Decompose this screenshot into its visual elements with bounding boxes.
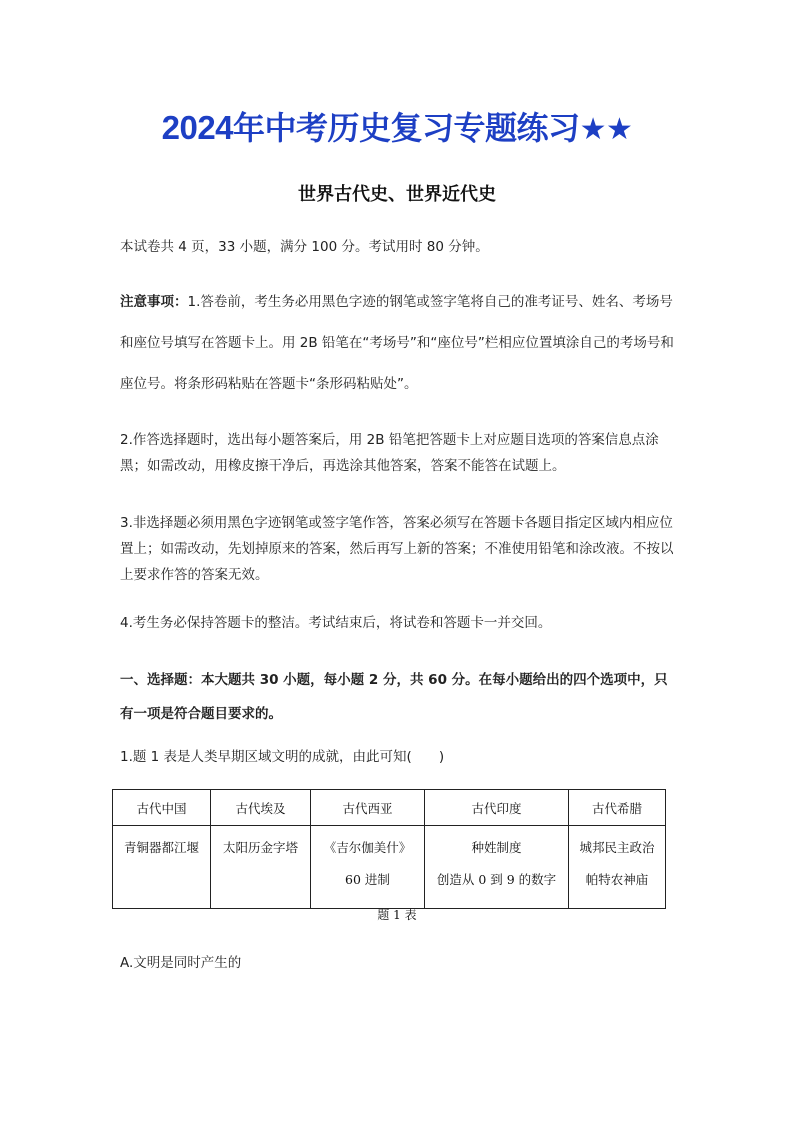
table-cell [569, 826, 666, 909]
cell-line: 《吉尔伽美什》 [323, 840, 412, 855]
table-header-cell: 古代中国 [113, 790, 211, 826]
cell-line: 太阳历金字塔 [222, 840, 298, 855]
table-cell [113, 826, 211, 909]
table-cell [211, 826, 311, 909]
notice-item-1-text: 1.答卷前，考生务必用黑色字迹的钢笔或签字笔将自己的准考证号、姓名、考场号和座位号填写在答题卡上。用 2B 铅笔在“考场号”和“座位号”栏相应位置填涂自己的考场号和座位号。将条形码粘贴在答题卡“条形码粘贴处”。 [120, 294, 674, 392]
cell-line: 帕特农神庙 [585, 872, 649, 887]
cell-line: 60 进制 [345, 872, 390, 887]
table-header-cell: 古代西亚 [311, 790, 425, 826]
question-1-stem: 1.题 1 表是人类早期区域文明的成就，由此可知( ) [120, 749, 445, 765]
cell-line: 种姓制度 [471, 840, 522, 855]
exam-intro: 本试卷共 4 页，33 小题，满分 100 分。考试用时 80 分钟。 [120, 239, 489, 255]
table-header-row [113, 790, 666, 826]
notice-label: 注意事项： [120, 294, 188, 310]
title-year: 2024 [161, 109, 234, 146]
cell-line: 创造从 0 到 9 的数字 [436, 872, 557, 887]
title-stars: ★★ [579, 112, 633, 147]
notice-item-3: 3.非选择题必须用黑色字迹钢笔或签字笔作答，答案必须写在答题卡各题目指定区域内相应位置上；如需改动，先划掉原来的答案，然后再写上新的答案；不准使用铅笔和涂改液。不按以上要求作答的答案无效。 [120, 515, 674, 583]
table-header-cell: 古代印度 [425, 790, 569, 826]
table-cell [425, 826, 569, 909]
cell-line: 青铜器都江堰 [123, 840, 199, 855]
question-1-option-a: A.文明是同时产生的 [120, 955, 242, 971]
notice-item-4: 4.考生务必保持答题卡的整洁。考试结束后，将试卷和答题卡一并交回。 [120, 615, 552, 631]
exam-title [0, 103, 794, 149]
table-row [113, 826, 666, 909]
exam-subtitle: 世界古代史、世界近代史 [298, 184, 496, 205]
title-text: 年中考历史复习专题练习 [233, 109, 580, 147]
table-cell [311, 826, 425, 909]
table-header-cell: 古代希腊 [569, 790, 666, 826]
table-caption: 题 1 表 [377, 908, 417, 922]
cell-line: 城邦民主政治 [579, 840, 655, 855]
section-1-heading: 一、选择题：本大题共 30 小题，每小题 2 分，共 60 分。在每小题给出的四个选项中，只有一项是符合题目要求的。 [120, 672, 668, 722]
question-1-table [112, 789, 666, 909]
notice-item-1 [120, 282, 676, 405]
table-header-cell: 古代埃及 [211, 790, 311, 826]
notice-item-2: 2.作答选择题时，选出每小题答案后，用 2B 铅笔把答题卡上对应题目选项的答案信息点涂黑；如需改动，用橡皮擦干净后，再选涂其他答案，答案不能答在试题上。 [120, 432, 659, 474]
